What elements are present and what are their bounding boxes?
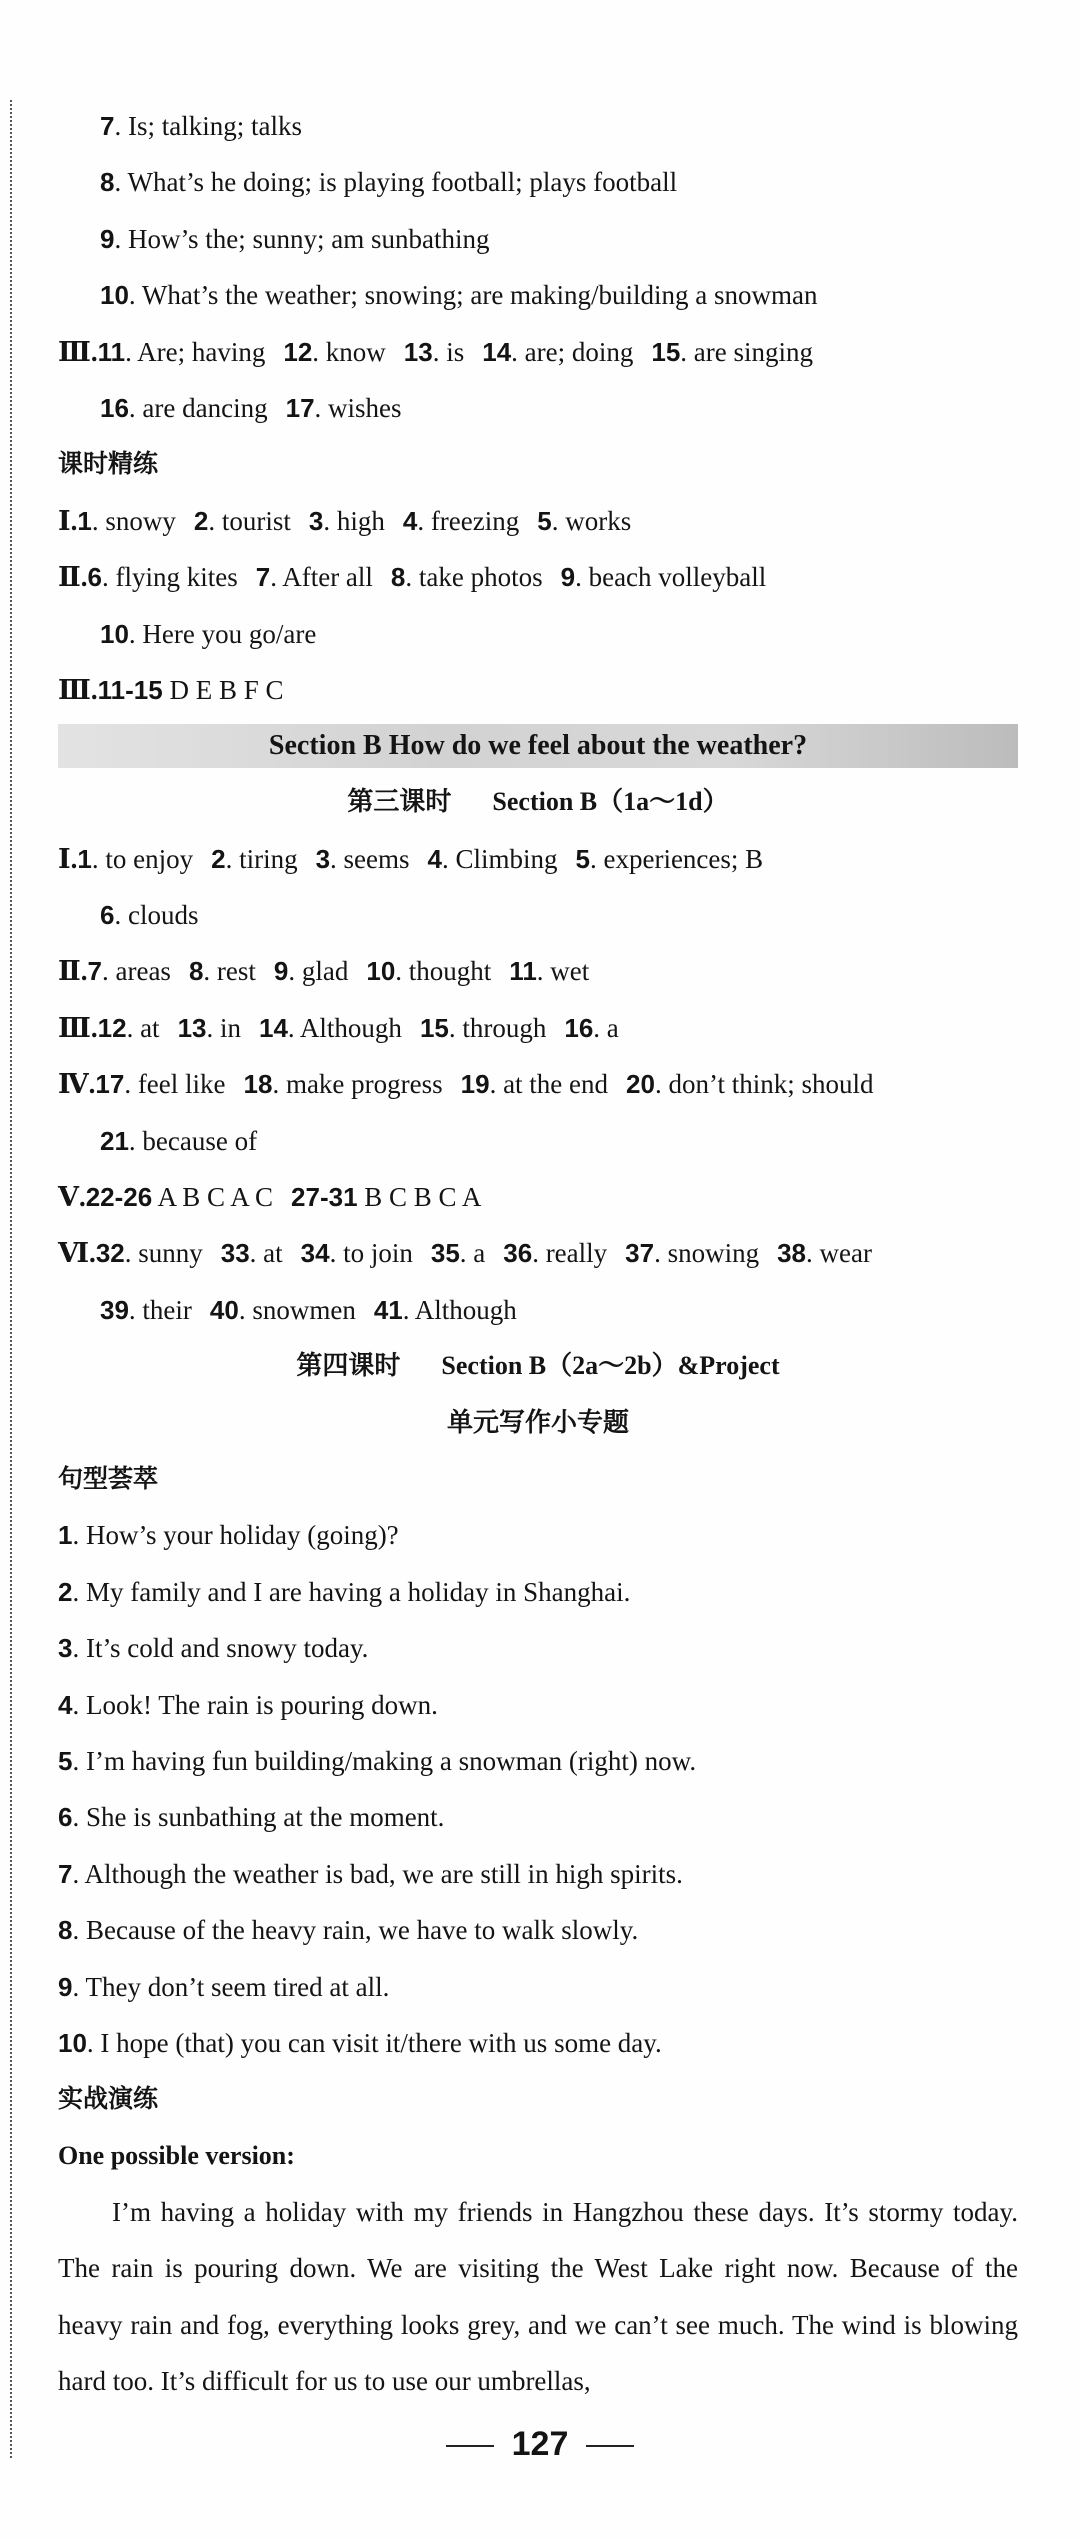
answer-item (374, 1295, 517, 1325)
answer-line (58, 1733, 1018, 1789)
item-answer: . What’s the weather; snowing; are making/building a snowman (128, 280, 818, 311)
answer-item (77, 506, 175, 536)
item-number: 7 (255, 562, 271, 593)
roman-numeral: Ⅳ. (58, 1069, 96, 1100)
item-answer: . thought (395, 956, 492, 987)
item-answer: . seems (330, 843, 410, 874)
answer-line (58, 1056, 1018, 1112)
answer-item (461, 1069, 608, 1099)
item-answer: . Although (287, 1012, 402, 1043)
item-answer: . at the end (489, 1069, 609, 1100)
item-number: 8 (58, 1915, 73, 1946)
sample-essay-paragraph: I’m having a holiday with my friends in Hangzhou these days. It’s stormy today. The rain is pouring down. We are visiting the West Lake right now. Because of the heavy rain and fog, everything looks grey, and we can’t see much. The wind is blowing hard too. It’s difficult for us to use our umbrellas, (58, 2197, 1018, 2397)
item-answer: . a (593, 1012, 619, 1043)
item-answer: . are; doing (511, 336, 634, 367)
answer-item (98, 1013, 160, 1043)
answer-item (178, 1013, 241, 1043)
answer-item (259, 1013, 402, 1043)
item-answer: . I’m having fun building/making a snowman (right) now. (72, 1745, 697, 1776)
answer-line (58, 98, 1018, 154)
answer-item (58, 1577, 630, 1607)
item-answer: . through (448, 1012, 547, 1043)
answer-page (58, 98, 1018, 2410)
page-footer (0, 2425, 1080, 2464)
answer-line (58, 831, 1018, 887)
item-number: 33 (220, 1238, 250, 1269)
heading-juxing-huicui: 句型荟萃 (58, 1463, 159, 1493)
item-number: 16 (564, 1012, 594, 1043)
answer-line (58, 493, 1018, 549)
item-answer: . wear (806, 1238, 872, 1269)
answer-item (316, 844, 410, 874)
item-answer: . wet (536, 956, 590, 987)
item-number: 9 (273, 956, 289, 987)
possible-version-label: One possible version: (58, 2140, 295, 2170)
item-answer: . They don’t seem tired at all. (72, 1971, 390, 2002)
roman-numeral: Ⅱ. (58, 562, 88, 593)
answer-item (194, 506, 291, 536)
item-answer: . at (126, 1012, 160, 1043)
item-answer: B C B C A (357, 1182, 482, 1213)
item-answer: . wishes (314, 392, 402, 423)
lesson-4-title (58, 1338, 1018, 1394)
item-answer: . works (551, 505, 632, 536)
heading-shizhan-yanlian: 实战演练 (58, 2084, 159, 2114)
answer-line (58, 549, 1018, 605)
item-number: 5 (58, 1745, 73, 1776)
item-answer: . are dancing (128, 392, 268, 423)
item-number: 15 (651, 336, 681, 367)
item-answer: . their (128, 1294, 192, 1325)
roman-numeral: Ⅰ. (58, 505, 78, 536)
answer-item (626, 1069, 873, 1099)
item-answer: . is (432, 336, 465, 367)
item-number: 18 (243, 1069, 273, 1100)
answer-item (404, 337, 464, 367)
answer-item (58, 1746, 696, 1776)
answer-line (58, 154, 1018, 210)
page-number: 127 (511, 2425, 569, 2463)
answer-item (509, 956, 589, 986)
answer-line (58, 887, 1018, 943)
item-answer: . Because of the heavy rain, we have to walk slowly. (72, 1915, 639, 1946)
answer-item (58, 1802, 444, 1832)
item-number: 4 (402, 505, 418, 536)
item-answer: . glad (288, 956, 349, 987)
answer-item (777, 1238, 872, 1268)
answer-item (564, 1013, 618, 1043)
answer-line (58, 1902, 1018, 1958)
item-answer: . clouds (114, 900, 199, 931)
item-number: 1 (77, 505, 92, 536)
item-number: 13 (177, 1012, 207, 1043)
answer-item (309, 506, 385, 536)
roman-numeral: Ⅵ. (58, 1238, 96, 1269)
item-number: 19 (460, 1069, 490, 1100)
answer-item (88, 562, 238, 592)
answer-item (58, 1972, 389, 2002)
item-answer: . Look! The rain is pouring down. (72, 1689, 438, 1720)
answer-item (100, 619, 316, 649)
item-answer: . She is sunbathing at the moment. (72, 1802, 445, 1833)
answer-line (58, 267, 1018, 323)
item-answer: . to join (329, 1238, 413, 1269)
item-answer: . snowing (654, 1238, 760, 1269)
answer-item (301, 1238, 413, 1268)
item-number: 4 (427, 843, 442, 874)
item-number: 10 (100, 280, 129, 311)
item-answer: . areas (101, 956, 171, 987)
answer-item (88, 956, 171, 986)
item-answer: . because of (128, 1125, 258, 1156)
roman-numeral: Ⅲ. (58, 674, 98, 705)
item-number: 2 (193, 505, 209, 536)
answer-item (100, 900, 198, 930)
item-number: 9 (560, 562, 576, 593)
answer-item (96, 1238, 203, 1268)
lesson-3-title-en: Section B（1a～1d） (492, 787, 729, 817)
item-answer: . How’s your holiday (going)? (72, 1520, 399, 1551)
answer-item (100, 280, 818, 310)
sentence-patterns-block (58, 1507, 1018, 2071)
item-number: 32 (95, 1238, 125, 1269)
item-number: 11 (509, 956, 537, 987)
answer-item (403, 506, 519, 536)
lesson-4-title-cn: 第四课时 (296, 1351, 401, 1382)
item-number: 10 (58, 2027, 87, 2058)
answer-item (576, 844, 764, 874)
item-number: 37 (625, 1238, 655, 1269)
answer-line (58, 380, 1018, 436)
item-number: 8 (390, 562, 406, 593)
item-answer: . tourist (208, 505, 291, 536)
answer-item (210, 1295, 356, 1325)
answer-item (58, 1633, 368, 1663)
item-answer: . My family and I are having a holiday in Shanghai. (72, 1576, 631, 1607)
answer-line (58, 943, 1018, 999)
answer-line (58, 606, 1018, 662)
item-number: 17 (285, 392, 315, 423)
item-answer: . flying kites (101, 562, 238, 593)
answer-item (211, 844, 297, 874)
item-number: 40 (209, 1294, 239, 1325)
item-number: 38 (777, 1238, 807, 1269)
item-number: 10 (366, 956, 396, 987)
item-answer: . How’s the; sunny; am sunbathing (114, 223, 490, 254)
answer-line (58, 1677, 1018, 1733)
item-answer: . a (459, 1238, 486, 1269)
section-b-banner: Section B How do we feel about the weather? (58, 724, 1018, 768)
answer-item (274, 956, 348, 986)
item-answer: . beach volleyball (575, 562, 767, 593)
item-number: 9 (58, 1971, 73, 2002)
item-number: 36 (503, 1238, 533, 1269)
answer-item (537, 506, 631, 536)
answer-item (86, 1182, 273, 1212)
item-answer: . to enjoy (91, 843, 194, 874)
answer-item (98, 675, 284, 705)
answers-block-3 (58, 831, 1018, 1339)
answer-item (286, 393, 402, 423)
roman-numeral: Ⅰ. (58, 843, 78, 874)
item-number: 4 (58, 1689, 73, 1720)
lesson-3-title-cn: 第三课时 (347, 787, 452, 818)
item-number: 6 (87, 562, 102, 593)
item-answer: . don’t think; should (654, 1069, 874, 1100)
item-answer: . feel like (124, 1069, 226, 1100)
roman-numeral: Ⅱ. (58, 956, 88, 987)
item-number: 3 (308, 505, 324, 536)
answer-item (98, 337, 266, 367)
item-answer: . Although (402, 1294, 517, 1325)
item-answer: . What’s he doing; is playing football; plays football (114, 167, 678, 198)
answer-item (283, 337, 385, 367)
answer-item (420, 1013, 546, 1043)
item-answer: . Is; talking; talks (114, 111, 302, 141)
item-answer: . I hope (that) you can visit it/there with us some day. (86, 2027, 662, 2058)
lesson-3-title (58, 774, 1018, 830)
answer-item (625, 1238, 759, 1268)
item-answer: . really (532, 1238, 608, 1269)
item-number: 15 (419, 1012, 449, 1043)
item-number: 7 (58, 1858, 73, 1889)
item-answer: . Climbing (442, 843, 558, 874)
answer-item (391, 562, 543, 592)
item-number: 21 (100, 1125, 129, 1156)
item-number: 9 (100, 223, 115, 254)
item-answer: . high (323, 505, 385, 536)
writing-topic-title: 单元写作小专题 (446, 1407, 629, 1438)
answer-item (77, 844, 193, 874)
item-number: 16 (100, 392, 129, 423)
item-number: 10 (100, 618, 129, 649)
answer-item (58, 1915, 638, 1945)
item-answer: A B C A C (152, 1182, 274, 1213)
answer-line (58, 324, 1018, 380)
item-number: 34 (300, 1238, 330, 1269)
item-number: 14 (482, 336, 512, 367)
item-answer: D E B F C (162, 674, 284, 705)
item-answer: . rest (203, 956, 256, 987)
answer-line (58, 2015, 1018, 2071)
answer-line (58, 1846, 1018, 1902)
answer-item (58, 1520, 399, 1550)
roman-numeral: Ⅴ. (58, 1182, 86, 1213)
lesson-4-title-en: Section B（2a～2b）&Project (441, 1351, 780, 1381)
item-answer: . snowmen (238, 1294, 356, 1325)
item-number: 5 (537, 505, 552, 536)
item-number: 14 (259, 1012, 288, 1043)
roman-numeral: Ⅲ. (58, 1012, 98, 1043)
answer-item (58, 2028, 662, 2058)
answers-block-1 (58, 98, 1018, 436)
answer-line (58, 1564, 1018, 1620)
footer-dash-right (586, 2445, 634, 2447)
answer-line (58, 662, 1018, 718)
answer-item (291, 1182, 481, 1212)
answer-item (561, 562, 767, 592)
item-number: 3 (315, 843, 331, 874)
item-number: 6 (100, 900, 115, 931)
answer-line (58, 1507, 1018, 1563)
item-number: 8 (100, 167, 115, 198)
answer-line (58, 1959, 1018, 2015)
item-number: 7 (87, 956, 102, 987)
item-number: 35 (430, 1238, 460, 1269)
item-number: 11 (97, 336, 126, 367)
item-number: 7 (100, 111, 115, 141)
item-answer: . know (312, 336, 386, 367)
item-number: 2 (211, 843, 226, 874)
item-number: 5 (575, 843, 590, 874)
answer-item (503, 1238, 607, 1268)
item-number: 1 (77, 843, 92, 874)
answer-line (58, 211, 1018, 267)
item-answer: . take photos (405, 562, 543, 593)
item-number: 17 (95, 1069, 125, 1100)
page-border-dotted-line (10, 100, 12, 2458)
item-number: 12 (283, 336, 313, 367)
item-answer: . sunny (124, 1238, 203, 1269)
answer-item (100, 111, 302, 141)
item-number: 13 (403, 336, 433, 367)
item-answer: . Are; having (125, 336, 266, 367)
answer-line (58, 1000, 1018, 1056)
item-number: 8 (188, 956, 204, 987)
answer-item (651, 337, 813, 367)
answer-item (431, 1238, 485, 1268)
item-answer: . Here you go/are (128, 618, 317, 649)
answer-item (58, 1859, 683, 1889)
item-answer: . in (206, 1012, 241, 1043)
heading-keshi-jinglian: 课时精练 (58, 449, 159, 479)
answer-item (100, 393, 268, 423)
item-number: 1 (58, 1520, 73, 1551)
item-answer: . at (249, 1238, 283, 1269)
item-answer: . make progress (272, 1069, 443, 1100)
item-answer: . tiring (225, 843, 298, 874)
answer-line (58, 1113, 1018, 1169)
answer-item (58, 1690, 438, 1720)
answer-item (482, 337, 633, 367)
answers-block-2 (58, 493, 1018, 719)
footer-dash-left (446, 2445, 494, 2447)
answer-line (58, 1225, 1018, 1281)
roman-numeral: Ⅲ. (58, 336, 98, 367)
answer-line (58, 1282, 1018, 1338)
item-answer: . are singing (680, 336, 814, 367)
answer-item (189, 956, 256, 986)
answer-item (95, 1069, 225, 1099)
item-answer: . It’s cold and snowy today. (72, 1633, 369, 1664)
answer-item (100, 1295, 192, 1325)
item-answer: . experiences; B (589, 843, 764, 874)
item-answer: . freezing (417, 505, 520, 536)
item-number: 41 (373, 1294, 403, 1325)
item-answer: . Although the weather is bad, we are still in high spirits. (72, 1858, 683, 1889)
answer-item (221, 1238, 283, 1268)
answer-line (58, 1620, 1018, 1676)
answer-item (256, 562, 373, 592)
answer-item (100, 224, 489, 254)
answer-item (100, 1126, 257, 1156)
item-number: 2 (58, 1576, 73, 1607)
answer-line (58, 1169, 1018, 1225)
item-number: 6 (58, 1802, 73, 1833)
item-answer: . snowy (91, 505, 176, 536)
answer-item (428, 844, 558, 874)
item-number: 3 (58, 1633, 73, 1664)
answer-item (244, 1069, 443, 1099)
item-number: 39 (100, 1294, 129, 1325)
answer-line (58, 1789, 1018, 1845)
answer-item (366, 956, 491, 986)
item-number: 11-15 (97, 674, 163, 705)
item-number: 12 (97, 1012, 127, 1043)
item-number: 20 (626, 1069, 655, 1100)
item-answer: . After all (270, 562, 373, 593)
item-number: 22-26 (85, 1182, 153, 1213)
answer-item (100, 167, 677, 197)
item-number: 27-31 (291, 1182, 358, 1213)
